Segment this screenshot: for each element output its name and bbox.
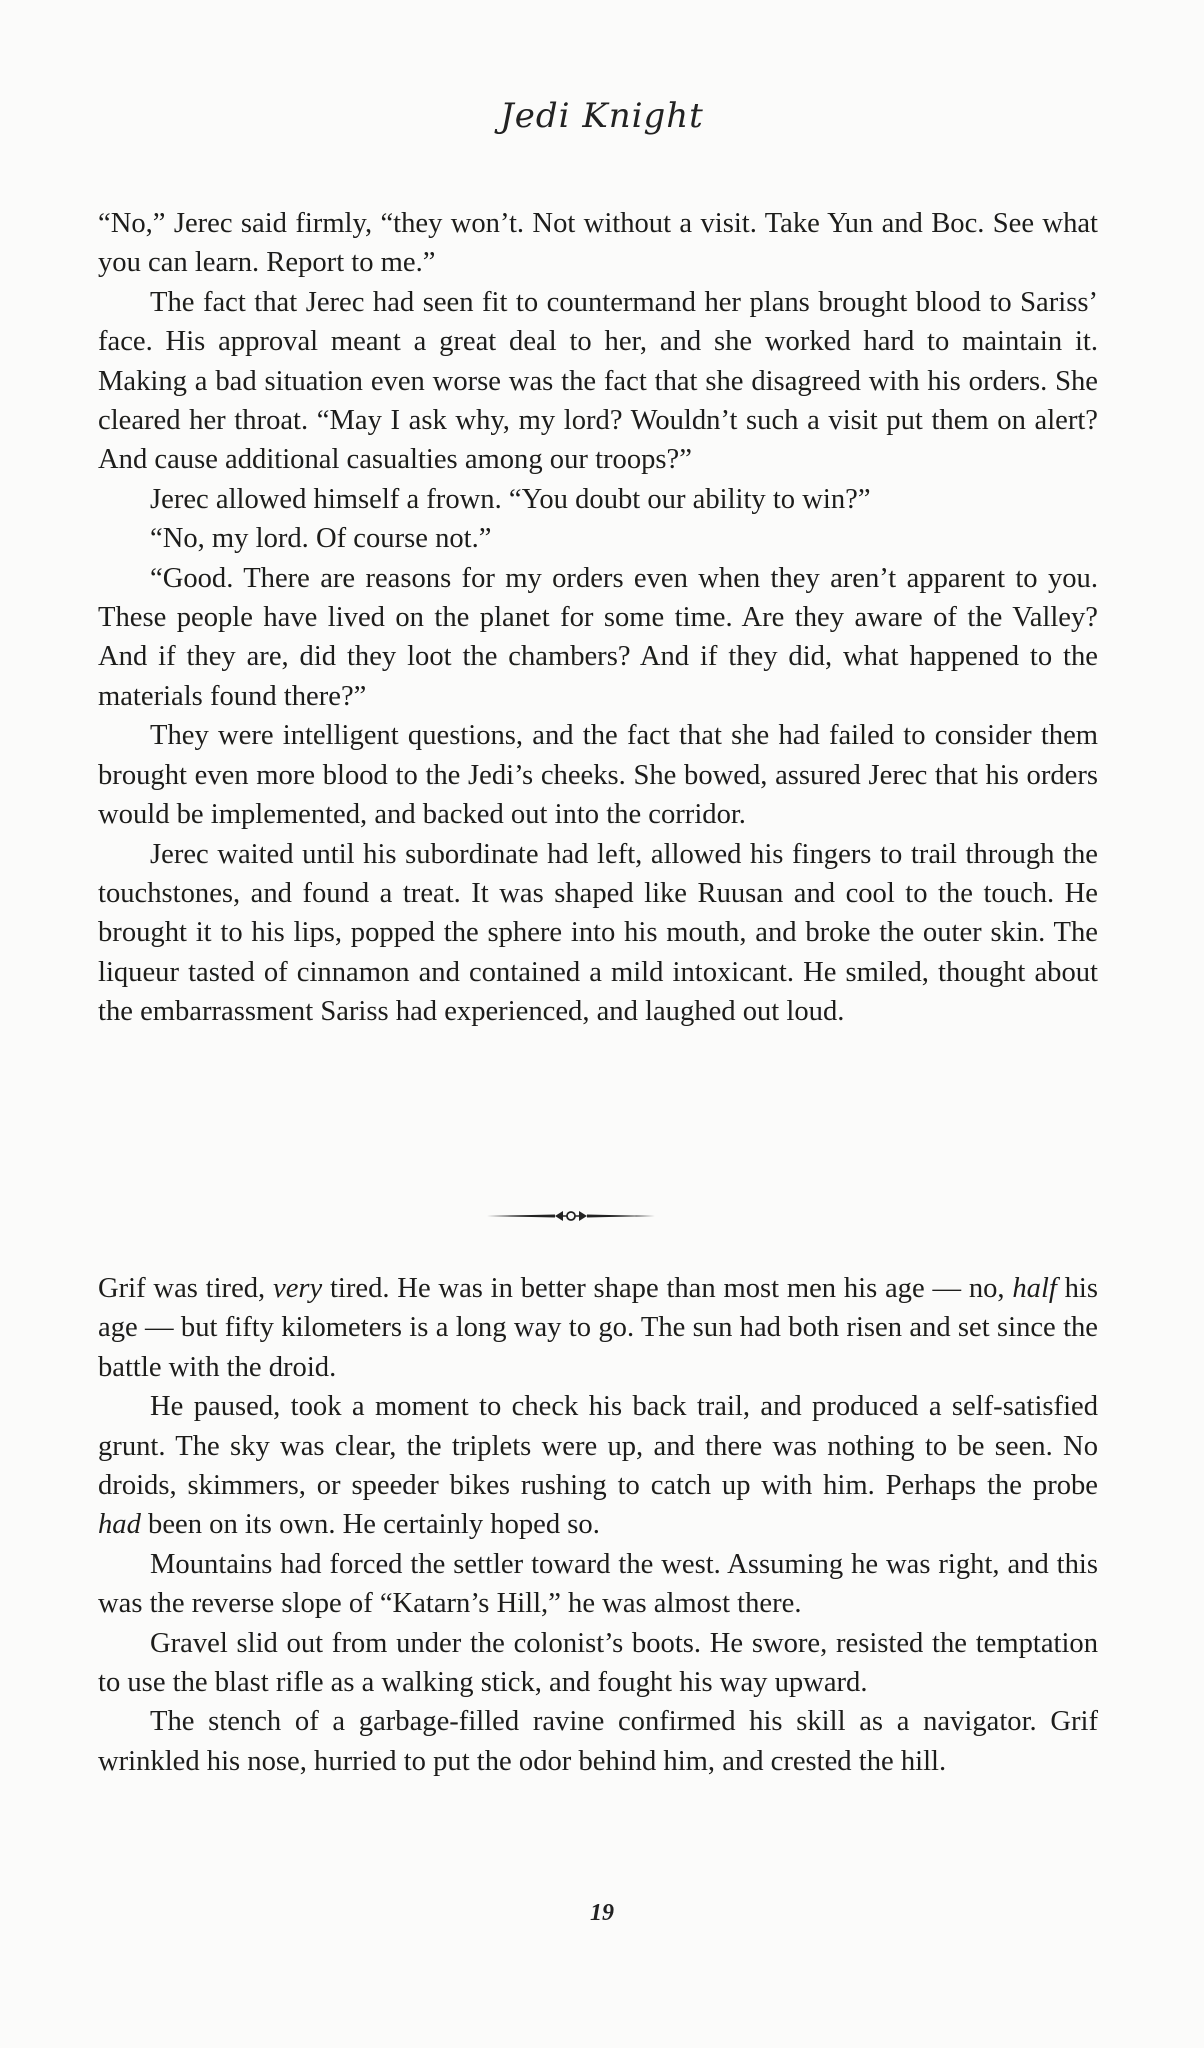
text-run: his age — but fifty kilometers is a long way to go. The sun had both risen and set since the battle with the droid.	[98, 1273, 1098, 1383]
paragraph: Mountains had forced the settler toward the west. Assuming he was right, and this was the reverse slope of “Katarn’s Hill,” he was almost there.	[98, 1548, 1098, 1620]
paragraph: “No, my lord. Of course not.”	[150, 523, 492, 555]
paragraph: “Good. There are reasons for my orders even when they aren’t apparent to you. These people have lived on the planet for some time. Are they aware of the Valley? And if they are, did they loot the chambers? And if they did, what happened to the materials found there?”	[98, 562, 1098, 712]
emphasis: half	[1012, 1273, 1057, 1304]
text-run: Grif was tired,	[98, 1273, 273, 1304]
paragraph: Gravel slid out from under the colonist’s boots. He swore, resisted the temptation to use the blast rifle as a walking stick, and fought his way upward.	[98, 1627, 1098, 1699]
paragraph	[98, 1269, 1098, 1387]
section-two	[98, 1269, 1098, 1781]
emphasis: had	[98, 1509, 141, 1541]
paragraph: Jerec allowed himself a frown. “You doubt our ability to win?”	[150, 483, 871, 515]
paragraph: They were intelligent questions, and the fact that she had failed to consider them brought even more blood to the Jedi’s cheeks. She bowed, assured Jerec that his orders would be implemented, and backed out into the corridor.	[98, 720, 1098, 831]
text-run: been on its own. He certainly hoped so.	[140, 1509, 600, 1541]
section-one	[98, 204, 1098, 1032]
paragraph: The stench of a garbage-filled ravine confirmed his skill as a navigator. Grif wrinkled his nose, hurried to put the odor behind him, and crested the hill.	[98, 1706, 1098, 1777]
emphasis: very	[273, 1273, 323, 1304]
paragraph: Jerec waited until his subordinate had left, allowed his fingers to trail through the touchstones, and found a treat. It was shaped like Ruusan and cool to the touch. He brought it to his lips, popped the sphere into his mouth, and broke the outer skin. The liqueur tasted of cinnamon and contained a mild intoxicant. He smiled, thought about the embarrassment Sariss had experienced, and laughed out loud.	[98, 838, 1098, 1028]
paragraph: “No,” Jerec said firmly, “they won’t. Not without a visit. Take Yun and Boc. See what you can learn. Report to me.”	[98, 208, 1098, 279]
paragraph	[98, 1387, 1098, 1545]
page-number: 19	[590, 1900, 614, 1926]
running-head: Jedi Knight	[500, 96, 704, 136]
text-run: He paused, took a moment to check his back trail, and produced a self-satisfied grunt. The sky was clear, the triplets were up, and there was nothing to be seen. No droids, skimmers, or speeder bikes rushing to catch up with him. Perhaps the probe	[98, 1391, 1098, 1502]
paragraph: The fact that Jerec had seen fit to countermand her plans brought blood to Sariss’ face. His approval meant a great deal to her, and she worked hard to maintain it. Making a bad situation even worse was the fact that she disagreed with his orders. She cleared her throat. “May I ask why, my lord? Wouldn’t such a visit put them on alert? And cause additional casualties among our troops?”	[98, 286, 1098, 476]
section-break-ornament	[485, 1205, 657, 1227]
text-run: tired. He was in better shape than most men his age — no,	[322, 1273, 1013, 1304]
